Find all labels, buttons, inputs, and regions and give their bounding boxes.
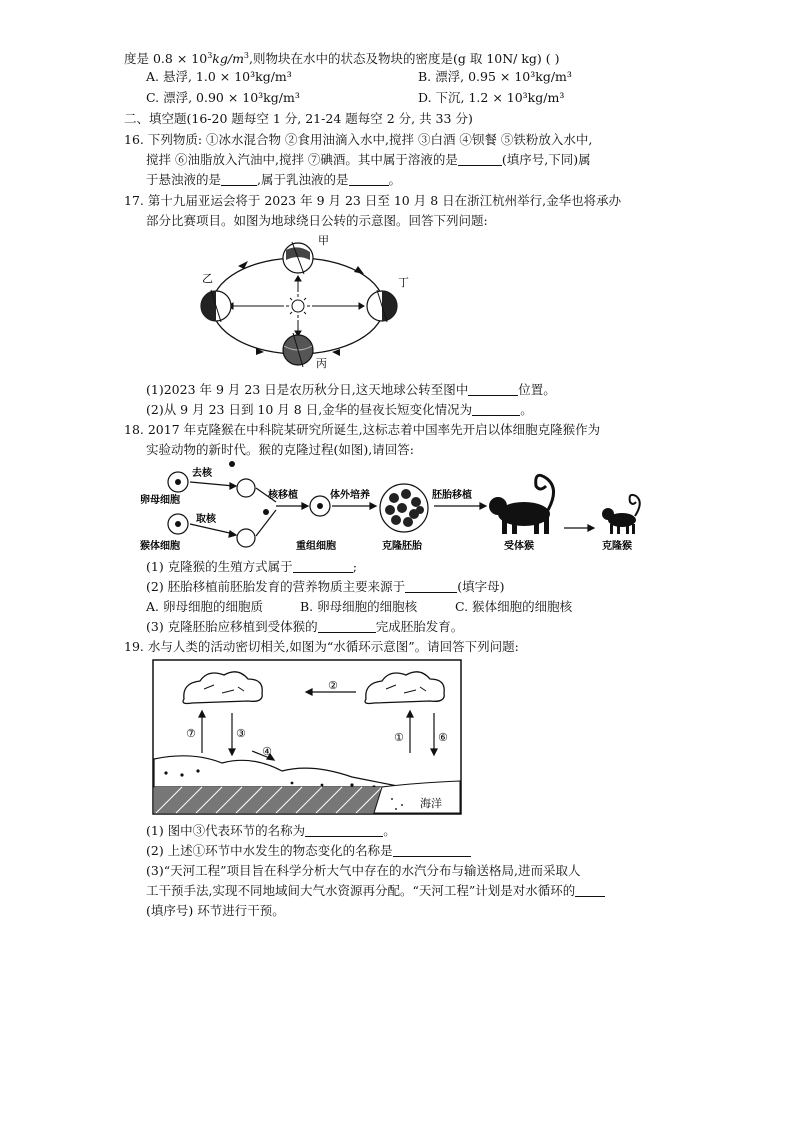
label-step-4: ④ [262, 745, 272, 758]
q18-sub3: (3) 克隆胚胎应移植到受体猴的 完成胚胎发育。 [146, 619, 464, 634]
label-embryo-transfer: 胚胎移植 [432, 490, 472, 501]
recipient-monkey-icon [489, 475, 554, 534]
q17-blank-daylength[interactable] [472, 415, 520, 416]
q17-blank-position[interactable] [468, 395, 518, 396]
removed-nucleus-icon [229, 461, 235, 467]
label-yi: 乙 [202, 272, 213, 285]
q16-line2: 搅拌 ⑥油脂放入汽油中,搅拌 ⑦碘酒。其中属于溶液的是 (填序号,下同)属 [146, 152, 591, 167]
label-step-3: ③ [236, 727, 246, 740]
q19-sub3-line3: (填序号) 环节进行干预。 [146, 903, 285, 918]
enucleated-egg-icon [237, 479, 255, 497]
somatic-remnant-icon [237, 529, 255, 547]
label-recipient: 受体猴 [504, 541, 534, 552]
label-recombined: 重组细胞 [296, 541, 336, 552]
orbit-arrow-icon [354, 266, 364, 274]
q19-sub3-line2: 工干预手法,实现不同地域间大气水资源再分配。“天河工程”计划是对水循环的 [146, 882, 605, 899]
q15-option-d[interactable]: D. 下沉, 1.2 × 10³kg/m³ [418, 90, 565, 105]
q18-option-c[interactable]: C. 猴体细胞的细胞核 [455, 599, 573, 614]
globe-ding-icon [367, 290, 397, 322]
q18-sub2: (2) 胚胎移植前胚胎发育的营养物质主要来源于 (填字母) [146, 579, 505, 594]
q19-blank-step3[interactable] [305, 836, 383, 837]
q19-sub2: (2) 上述①环节中水发生的物态变化的名称是 [146, 842, 471, 859]
earth-orbit-diagram [198, 230, 418, 370]
q17-line2: 部分比赛项目。如图为地球绕日公转的示意图。回答下列问题: [146, 213, 488, 228]
q17-line1: 17. 第十九届亚运会将于 2023 年 9 月 23 日至 10 月 8 日在浙江杭州举行,金华也将承办 [124, 193, 622, 208]
q18-blank-nutrient[interactable] [405, 592, 457, 593]
sun-icon [286, 294, 310, 318]
label-in-vitro: 体外培养 [330, 490, 370, 501]
q17-sub1: (1)2023 年 9 月 23 日是农历秋分日,这天地球公转至图中 位置。 [146, 382, 556, 397]
cloned-monkey-icon [602, 495, 640, 534]
q19-blank-step-number[interactable] [575, 896, 605, 897]
globe-jia-icon [283, 242, 313, 274]
monkey-cloning-diagram [140, 458, 660, 553]
q18-sub1: (1) 克隆猴的生殖方式属于 ; [146, 559, 357, 574]
q16-blank-suspension[interactable] [221, 185, 257, 186]
q18-blank-organ[interactable] [318, 632, 376, 633]
q15-stem: 度是 $0.8 \times 10^3kg/m^3$,则物块在水中的状态及物块的密度是(g 取 10N/ kg) ( ) [124, 51, 560, 67]
q19-blank-phase-change[interactable] [393, 856, 471, 857]
globe-yi-icon [201, 290, 231, 322]
label-egg-cell: 卵母细胞 [140, 495, 180, 506]
label-ding: 丁 [398, 276, 409, 289]
label-nuclear-transfer: 核移植 [268, 490, 298, 501]
label-bing: 丙 [316, 357, 327, 370]
taken-nucleus-icon [263, 509, 269, 515]
label-somatic-cell: 猴体细胞 [140, 541, 180, 552]
section-title-fill-blank: 二、填空题(16-20 题每空 1 分, 21-24 题每空 2 分, 共 33 分) [124, 111, 473, 126]
q17-sub2: (2)从 9 月 23 日到 10 月 8 日,金华的昼夜长短变化情况为 。 [146, 402, 533, 417]
label-jia: 甲 [318, 234, 329, 247]
q18-option-a[interactable]: A. 卵母细胞的细胞质 [146, 599, 263, 614]
q16-blank-solution[interactable] [458, 165, 502, 166]
label-step-1: ① [394, 731, 404, 744]
sun-ray-arrows [228, 276, 364, 336]
q16-line1: 16. 下列物质: ①冰水混合物 ②食用油滴入水中,搅拌 ③白酒 ④钡餐 ⑤铁粉放入水中, [124, 132, 593, 147]
q18-blank-reproduction[interactable] [293, 572, 353, 573]
label-step-6: ⑥ [438, 731, 448, 744]
q18-line2: 实验动物的新时代。猴的克隆过程(如图),请回答: [146, 442, 414, 457]
q15-option-c[interactable]: C. 漂浮, 0.90 × 10³kg/m³ [146, 90, 300, 105]
q19-sub1: (1) 图中③代表环节的名称为 。 [146, 823, 396, 838]
water-cycle-diagram [152, 659, 464, 817]
cloned-embryo-icon [380, 484, 428, 532]
q18-option-b[interactable]: B. 卵母细胞的细胞核 [300, 599, 418, 614]
q16-line3: 于悬浊液的是 ,属于乳浊液的是 。 [146, 172, 402, 187]
q15-option-a[interactable]: A. 悬浮, 1.0 × 10³kg/m³ [146, 69, 292, 84]
q15-option-b[interactable]: B. 漂浮, 0.95 × 10³kg/m³ [418, 69, 572, 84]
label-remove-nucleus: 去核 [192, 468, 212, 479]
label-clone: 克隆猴 [602, 541, 632, 552]
globe-bing-icon [283, 333, 313, 367]
label-take-nucleus: 取核 [196, 514, 216, 525]
q16-blank-emulsion[interactable] [349, 185, 389, 186]
label-embryo: 克隆胚胎 [382, 541, 422, 552]
label-step-2: ② [328, 679, 338, 692]
label-step-7: ⑦ [186, 727, 196, 740]
q19-line1: 19. 水与人类的活动密切相关,如图为“水循环示意图”。请回答下列问题: [124, 639, 519, 654]
q19-sub3-line1: (3)“天河工程”项目旨在科学分析大气中存在的水汽分布与输送格局,进而采取人 [146, 863, 581, 878]
q18-line1: 18. 2017 年克隆猴在中科院某研究所诞生,这标志着中国率先开启以体细胞克隆猴作为 [124, 422, 601, 437]
label-ocean: 海洋 [420, 797, 442, 810]
